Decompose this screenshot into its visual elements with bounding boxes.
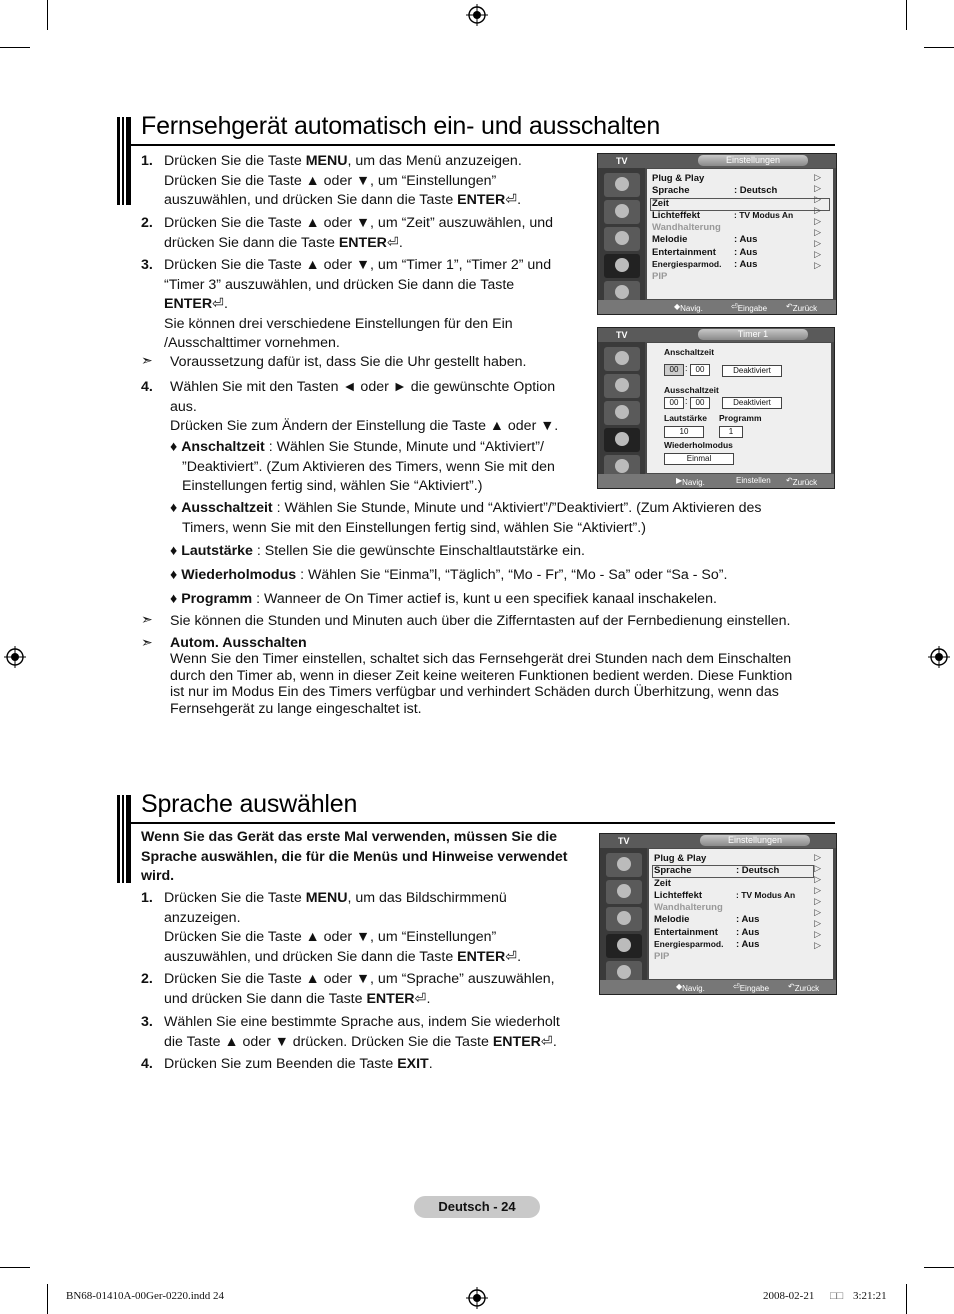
- bullet-lautstaerke: ♦ Lautstärke : Stellen Sie die gewünschte Einschaltlautstärke ein.: [170, 543, 585, 559]
- step-3: Drücken Sie die Taste ▲ oder ▼, um “Timer 1”, “Timer 2” und “Timer 3” auszuwählen, und drücken Sie dann die Taste ENTER⏎. Sie können drei verschiedene Einstellungen für den Ein /Ausschalttimer vornehmen.: [164, 257, 552, 352]
- settings-gear-icon: [606, 934, 642, 958]
- footer-date: 2008-02-21: [763, 1290, 815, 1302]
- s2-step-2: Drücken Sie die Taste ▲ oder ▼, um “Sprache” auszuwählen, und drücken Sie dann die Taste ENTER⏎.: [164, 971, 555, 1007]
- bullet-anschaltzeit: ♦ Anschaltzeit : Wählen Sie Stunde, Minute und “Aktiviert”/ ”Deaktiviert”. (Zum Aktivieren des Timers, wenn Sie mit den Einstellungen fertig sind, wählen Sie “Aktiviert”.): [170, 439, 555, 495]
- s2-step-3: Wählen Sie eine bestimmte Sprache aus, indem Sie wiederholt die Taste ▲ oder ▼ drücken. Drücken Sie die Taste ENTER⏎.: [164, 1014, 560, 1050]
- osd-tv-label: TV: [616, 330, 628, 340]
- step-4: Wählen Sie mit den Tasten ◄ oder ► die gewünschte Option aus. Drücken Sie zum Ändern der Einstellung die Taste ▲ oder ▼.: [170, 379, 559, 435]
- channel-icon: [606, 907, 642, 931]
- osd-tv-label: TV: [616, 156, 628, 166]
- settings-gear-icon: [604, 428, 640, 452]
- step-2: Drücken Sie die Taste ▲ oder ▼, um “Zeit” auszuwählen, und drücken Sie dann die Taste ENTER⏎.: [164, 215, 553, 251]
- note-number-keys: Sie können die Stunden und Minuten auch über die Zifferntasten auf der Fernbedienung einstellen.: [170, 613, 791, 629]
- step-number: 1.: [141, 890, 153, 906]
- section-title: Sprache auswählen: [141, 790, 358, 818]
- section-bar: [117, 117, 131, 205]
- note-arrow-icon: ➣: [141, 634, 153, 650]
- footer-time: 3:21:21: [853, 1290, 887, 1302]
- s2-step-1: Drücken Sie die Taste MENU, um das Bildschirmmenü anzuzeigen. Drücken Sie die Taste ▲ oder ▼, um “Einstellungen” auszuwählen, und drücken Sie dann die Taste ENTER⏎.: [164, 890, 522, 965]
- osd-settings-zeit: TV Einstellungen Plug & Play Sprache : Deutsch Zeit Lichteffekt : TV Modus An Wandhalterung Melodie : Aus Entertainment : Aus Energiesparmod. : Aus PIP ▷ ▷ ▷ ▷ ▷ ▷ ▷ ▷ ▷ ◆ Navig. ⏎ Eingabe ↶ Zurück: [597, 153, 837, 315]
- step-number: 3.: [141, 1014, 153, 1030]
- sound-icon: [604, 374, 640, 398]
- step-number: 3.: [141, 257, 153, 273]
- enter-icon: ⏎: [414, 990, 427, 1007]
- note-arrow-icon: ➣: [141, 352, 153, 368]
- enter-icon: ⏎: [212, 296, 224, 313]
- sound-icon: [606, 880, 642, 904]
- registration-mark-icon: [466, 1287, 488, 1309]
- footer-file: BN68-01410A-00Ger-0220.indd 24: [66, 1290, 225, 1302]
- sound-icon: [604, 200, 640, 224]
- osd-tab: Einstellungen: [700, 835, 810, 846]
- step-number: 1.: [141, 153, 153, 169]
- settings-gear-icon: [604, 254, 640, 278]
- bullet-ausschaltzeit: ♦ Ausschaltzeit : Wählen Sie Stunde, Minute und “Aktiviert”/”Deaktiviert”. (Zum Aktivieren des Timers, wenn Sie mit den Einstellungen fertig sind, wählen Sie “Aktiviert”.): [170, 500, 762, 536]
- bullet-programm: ♦ Programm : Wanneer de On Timer actief is, kunt u een specifiek kanaal inschakelen.: [170, 591, 717, 607]
- section2-intro: Wenn Sie das Gerät das erste Mal verwenden, müssen Sie die Sprache auswählen, die für die Menüs und Hinweise verwendet wird.: [141, 829, 568, 885]
- channel-icon: [604, 227, 640, 251]
- step-1: Drücken Sie die Taste MENU, um das Menü anzuzeigen. Drücken Sie die Taste ▲ oder ▼, um “Einstellungen” auszuwählen, und drücken Sie dann die Taste ENTER⏎.: [164, 153, 522, 209]
- step-number: 2.: [141, 971, 153, 987]
- enter-icon: ⏎: [505, 192, 518, 209]
- registration-mark-icon: [466, 4, 488, 26]
- section-bar: [117, 795, 131, 883]
- title-rule: [131, 144, 835, 146]
- enter-icon: ⏎: [386, 234, 399, 251]
- step-number: 4.: [141, 379, 153, 395]
- bullet-wiederholmodus: ♦ Wiederholmodus : Wählen Sie “Einma”l, “Täglich”, “Mo - Fr”, “Mo - Sa” oder “Sa - So”.: [170, 567, 728, 583]
- note-clock: Voraussetzung dafür ist, dass Sie die Uhr gestellt haben.: [170, 354, 527, 370]
- osd-timer-1: TV Timer 1 Anschaltzeit 00 : 00 Deaktiviert Ausschaltzeit 00 : 00 Deaktiviert Lautstärke Programm 10 1 Wiederholmodus Einmal ▶ Navig. Einstellen ↶ Zurück: [597, 327, 835, 489]
- picture-icon: [604, 173, 640, 197]
- step-number: 2.: [141, 215, 153, 231]
- channel-icon: [604, 401, 640, 425]
- section-title: Fernsehgerät automatisch ein- und ausschalten: [141, 112, 661, 140]
- osd-tab: Einstellungen: [698, 155, 808, 166]
- osd-tv-label: TV: [618, 836, 630, 846]
- s2-step-4: Drücken Sie zum Beenden die Taste EXIT.: [164, 1056, 433, 1072]
- registration-mark-icon: [928, 646, 950, 668]
- picture-icon: [604, 347, 640, 371]
- footer-glyphs: □□: [830, 1290, 844, 1302]
- title-rule: [131, 822, 835, 824]
- osd-settings-sprache: TV Einstellungen Plug & Play Sprache : Deutsch Zeit Lichteffekt : TV Modus An Wandhalterung Melodie : Aus Entertainment : Aus Energiesparmod. : Aus PIP ▷ ▷ ▷ ▷ ▷ ▷ ▷ ▷ ▷ ◆ Navig. ⏎ Eingabe ↶ Zurück: [599, 833, 837, 995]
- enter-icon: ⏎: [540, 1033, 553, 1050]
- note-arrow-icon: ➣: [141, 611, 153, 627]
- osd-tab: Timer 1: [698, 329, 808, 340]
- note-autom-ausschalten: Autom. Ausschalten Wenn Sie den Timer einstellen, schaltet sich das Fernsehgerät drei Stunden nach dem Einschalten durch den Timer ab, wenn in dieser Zeit keine weiteren Funktionen bedient werden. Diese Funktion ist nur im Modus Ein des Timers verfügbar und verhindert Schäden durch Überhitzung, wenn das Fernsehgerät zu lange eingeschaltet ist.: [170, 635, 793, 717]
- picture-icon: [606, 853, 642, 877]
- page-number-badge: Deutsch - 24: [414, 1196, 540, 1218]
- step-number: 4.: [141, 1056, 153, 1072]
- enter-icon: ⏎: [505, 948, 518, 965]
- registration-mark-icon: [4, 646, 26, 668]
